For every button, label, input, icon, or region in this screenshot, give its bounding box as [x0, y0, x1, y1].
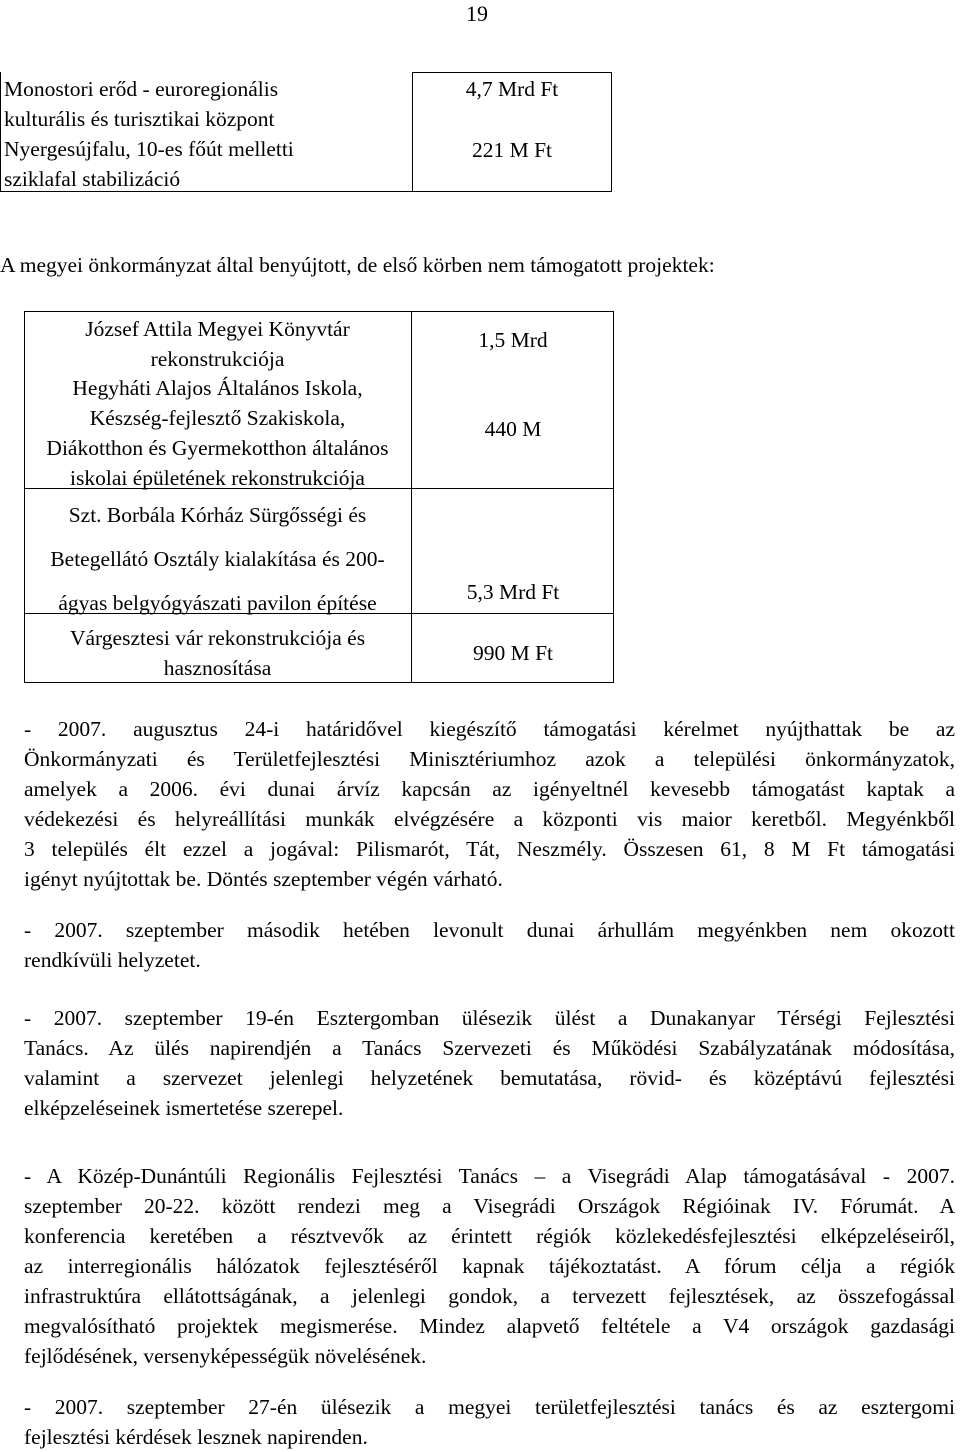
paragraph-line: Önkormányzati és Területfejlesztési Minisztériumhoz azok a települési önkormányzatok,	[24, 747, 955, 771]
paragraph-line: - 2007. szeptember 19-én Esztergomban ülésezik ülést a Dunakanyar Térségi Fejlesztési	[24, 1006, 955, 1030]
paragraph-line: konferencia keretében a résztvevők az érintett régiók közlekedésfejlesztési elképzeléseiről,	[24, 1224, 955, 1248]
table-cell-project	[24, 314, 411, 374]
table-cell-amount: 4,7 Mrd Ft	[465, 77, 559, 101]
paragraph-line: fejlesztési kérdések lesznek napirenden.	[24, 1425, 368, 1449]
table-cell-project	[4, 134, 294, 194]
table-cell-amount: 5,3 Mrd Ft	[466, 580, 560, 604]
table-cell-project	[24, 493, 411, 625]
table-cell-project	[24, 623, 411, 683]
paragraph	[24, 1161, 955, 1371]
cell-line: Betegellátó Osztály kialakítása és 200-	[50, 547, 385, 571]
cell-line: hasznosítása	[163, 656, 272, 680]
paragraph-line: elképzeléseinek ismertetése szerepel.	[24, 1096, 344, 1120]
paragraph-line: igényt nyújtottak be. Döntés szeptember végén várható.	[24, 867, 503, 891]
table-border	[613, 311, 614, 683]
funded-projects-table	[0, 72, 612, 192]
paragraph-line: infrastruktúra ellátottságának, a jelenlegi gondok, a tervezett fejlesztések, az összefogással	[24, 1284, 955, 1308]
paragraph-line: - 2007. szeptember második hetében levonult dunai árhullám megyénkben nem okozott	[24, 918, 955, 942]
table-cell-project	[4, 74, 278, 134]
cell-line: Diákotthon és Gyermekotthon általános	[46, 436, 389, 460]
cell-line: kulturális és turisztikai központ	[4, 107, 275, 131]
paragraph	[24, 714, 955, 894]
cell-line: Hegyháti Alajos Általános Iskola,	[72, 376, 363, 400]
table-border	[0, 72, 1, 192]
paragraph-line: - A Közép-Dunántúli Regionális Fejlesztési Tanács – a Visegrádi Alap támogatásával - 2007.	[24, 1164, 955, 1188]
cell-line: sziklafal stabilizáció	[4, 167, 181, 191]
cell-line: iskolai épületének rekonstrukciója	[70, 466, 365, 490]
paragraph-line: - 2007. szeptember 27-én ülésezik a megyei területfejlesztési tanács és az esztergomi	[24, 1395, 955, 1419]
paragraph-line: 3 település élt ezzel a jogával: Pilismarót, Tát, Neszmély. Összesen 61, 8 M Ft támogatási	[24, 837, 955, 861]
paragraph	[24, 1392, 955, 1452]
cell-line: Nyergesújfalu, 10-es főút melletti	[4, 137, 294, 161]
cell-line: Készség-fejlesztő Szakiskola,	[89, 406, 346, 430]
paragraph-line: fejlődésének, versenyképességük növelésének.	[24, 1344, 427, 1368]
paragraph-line: amelyek a 2006. évi dunai árvíz kapcsán az igényeltnél kevesebb támogatást kaptak a	[24, 777, 955, 801]
cell-line: ágyas belgyógyászati pavilon építése	[58, 591, 377, 615]
intro-text: A megyei önkormányzat által benyújtott, de első körben nem támogatott projektek:	[0, 253, 715, 277]
cell-line: rekonstrukciója	[150, 347, 285, 371]
cell-line: Monostori erőd - euroregionális	[4, 77, 279, 101]
paragraph-line: Tanács. Az ülés napirendjén a Tanács Szervezeti és Működési Szabályzatának módosítása,	[24, 1036, 955, 1060]
table-cell-project	[24, 373, 411, 493]
table-cell-amount: 990 M Ft	[472, 641, 554, 665]
paragraph-line: valamint a szervezet jelenlegi helyzetének bemutatása, rövid- és középtávú fejlesztési	[24, 1066, 955, 1090]
paragraph-line: az interregionális hálózatok fejlesztéséről kapnak tájékoztatást. A fórum célja a régiók	[24, 1254, 955, 1278]
table-cell-amount: 221 M Ft	[471, 138, 553, 162]
paragraph	[24, 1003, 955, 1123]
table-border	[412, 72, 612, 73]
paragraph-line: megvalósítható projektek megismerése. Mindez alapvető feltétele a V4 országok gazdasági	[24, 1314, 955, 1338]
table-border	[24, 311, 614, 312]
paragraph-line: - 2007. augusztus 24-i határidővel kiegészítő támogatási kérelmet nyújthattak be az	[24, 717, 955, 741]
table-cell-amount: 1,5 Mrd	[478, 328, 548, 352]
table-cell-amount: 440 M	[484, 417, 542, 441]
cell-line: Szt. Borbála Kórház Sürgősségi és	[68, 503, 367, 527]
table-border	[411, 311, 412, 683]
cell-line: József Attila Megyei Könyvtár	[85, 317, 350, 341]
page-number: 19	[466, 1, 488, 26]
cell-line: Várgesztesi vár rekonstrukciója és	[69, 626, 366, 650]
unfunded-projects-table	[24, 311, 614, 683]
paragraph-line: rendkívüli helyzetet.	[24, 948, 201, 972]
paragraph-line: védekezési és helyreállítási munkák elvégzésére a központi vis maior keretből. Megyénkből	[24, 807, 955, 831]
paragraph-line: szeptember 20-22. között rendezi meg a Visegrádi Országok Régióinak IV. Fórumát. A	[24, 1194, 955, 1218]
paragraph	[24, 915, 955, 975]
